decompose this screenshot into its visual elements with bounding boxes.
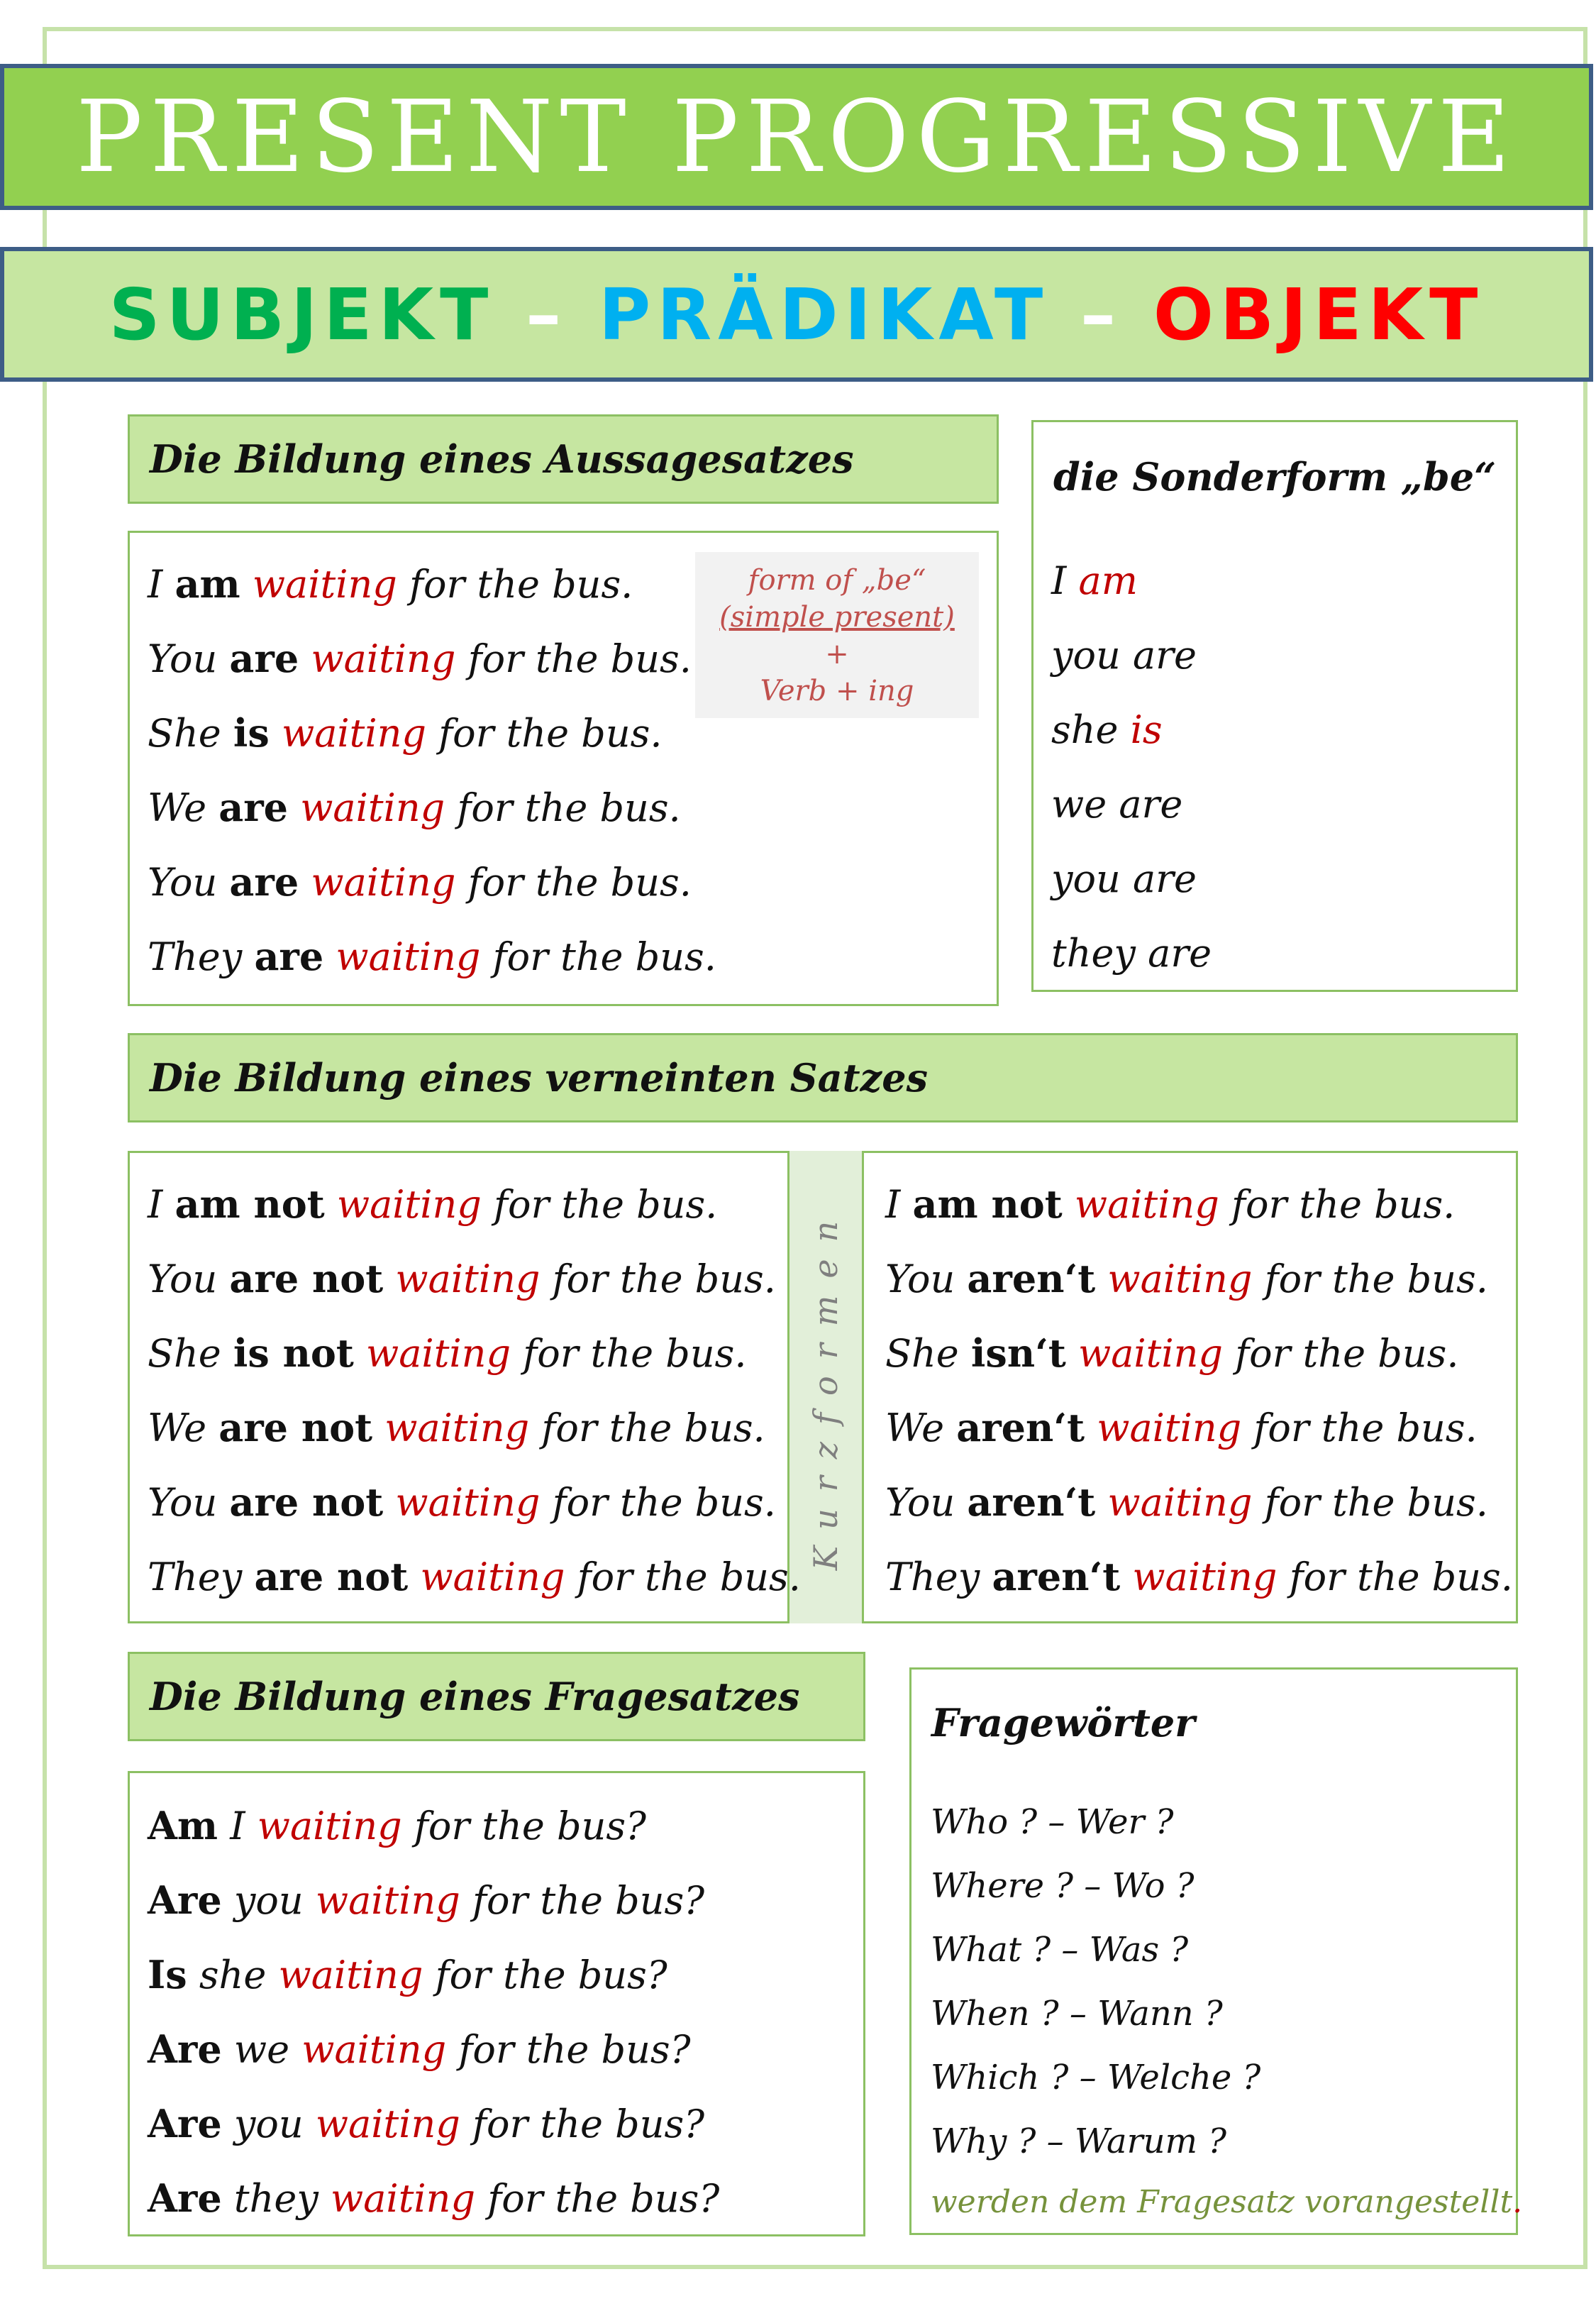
subject: I — [230, 1804, 245, 1848]
sentence-rest: for the bus? — [472, 2102, 705, 2146]
title-banner — [0, 64, 1593, 210]
question-word: Where ? – Wo ? — [931, 1866, 1195, 1906]
subject: She — [148, 711, 221, 756]
sentence-rest: for the bus. — [1231, 1182, 1456, 1227]
auxiliary-verb: is not — [233, 1330, 354, 1376]
sentence-rest: for the bus. — [1289, 1555, 1513, 1599]
main-verb-ing: waiting — [301, 2027, 447, 2072]
be-form: is — [1130, 707, 1163, 752]
sentence-line — [148, 1952, 667, 1997]
subject: You — [148, 636, 218, 681]
sentence-line — [148, 2026, 691, 2072]
auxiliary-verb: are — [229, 636, 299, 681]
sentence-rest: for the bus. — [467, 636, 692, 681]
page-title: PRESENT PROGRESSIVE — [75, 79, 1518, 195]
subject: You — [885, 1480, 955, 1525]
subject: you — [233, 2102, 304, 2146]
main-verb-ing: waiting — [282, 711, 427, 756]
auxiliary-verb: Are — [148, 1877, 222, 1923]
main-verb-ing: waiting — [331, 2176, 476, 2221]
sentence-rest: for the bus? — [487, 2176, 720, 2221]
dash-1: – — [526, 272, 568, 356]
sentence-rest: for the bus. — [523, 1331, 747, 1376]
auxiliary-verb: Am — [148, 1803, 218, 1848]
be-form: are — [1119, 782, 1183, 827]
main-verb-ing: waiting — [1107, 1257, 1253, 1301]
auxiliary-verb: aren‘t — [992, 1554, 1121, 1599]
main-verb-ing: waiting — [336, 1182, 482, 1227]
main-verb-ing: waiting — [420, 1555, 565, 1599]
be-form: am — [1078, 558, 1138, 603]
sentence-rest: for the bus. — [467, 860, 692, 905]
main-verb-ing: waiting — [366, 1331, 511, 1376]
question-word: Which ? – Welche ? — [931, 2058, 1261, 2097]
sonderform-box — [1031, 420, 1518, 992]
auxiliary-verb: am not — [174, 1181, 325, 1227]
pronoun: she — [1051, 707, 1119, 752]
sonderform-row — [1051, 707, 1163, 752]
subjekt-label: SUBJEKT — [109, 272, 495, 356]
auxiliary-verb: Are — [148, 2175, 222, 2221]
sentence-rest: for the bus? — [414, 1804, 647, 1848]
subject: she — [199, 1953, 267, 1997]
question-word: When ? – Wann ? — [931, 1994, 1223, 2034]
subject: I — [148, 562, 163, 607]
subject: We — [148, 785, 207, 830]
subject: I — [885, 1182, 901, 1227]
sonderform-row — [1051, 931, 1212, 976]
be-form: are — [1148, 931, 1212, 976]
main-verb-ing: waiting — [311, 636, 456, 681]
auxiliary-verb: is — [233, 710, 270, 756]
verneint-heading: Die Bildung eines verneinten Satzes — [150, 1055, 928, 1100]
main-verb-ing: waiting — [1097, 1406, 1242, 1450]
sentence-line — [885, 1479, 1488, 1525]
auxiliary-verb: are — [218, 785, 289, 830]
subject: you — [233, 1878, 304, 1923]
main-verb-ing: waiting — [1107, 1480, 1253, 1525]
sentence-rest: for the bus? — [435, 1953, 667, 1997]
sentence-rest: for the bus. — [438, 711, 663, 756]
sentence-rest: for the bus. — [1264, 1257, 1488, 1301]
sentence-line — [885, 1330, 1459, 1376]
sentence-line — [148, 636, 692, 681]
fragewoerter-note — [931, 2184, 1522, 2220]
sentence-line — [148, 1256, 776, 1301]
aussage-heading: Die Bildung eines Aussagesatzes — [150, 436, 854, 482]
sentence-rest: for the bus. — [1264, 1480, 1488, 1525]
auxiliary-verb: are — [254, 934, 324, 979]
be-form: are — [1132, 856, 1197, 901]
sentence-line — [148, 561, 633, 607]
main-verb-ing: waiting — [395, 1257, 541, 1301]
auxiliary-verb: Is — [148, 1952, 187, 1997]
main-verb-ing: waiting — [395, 1480, 541, 1525]
question-word: Why ? – Warum ? — [931, 2122, 1227, 2161]
sentence-line — [148, 2175, 720, 2221]
main-verb-ing: waiting — [336, 934, 481, 979]
sentence-line — [148, 1803, 647, 1848]
verneint-heading-box — [128, 1033, 1518, 1122]
auxiliary-verb: are not — [254, 1554, 409, 1599]
praedikat-label: PRÄDIKAT — [598, 272, 1050, 356]
sentence-line — [885, 1554, 1513, 1599]
question-word: Who ? – Wer ? — [931, 1802, 1174, 1842]
note-line-1: form of „be“ — [748, 564, 926, 597]
be-form: are — [1132, 633, 1197, 678]
sonderform-row — [1051, 558, 1138, 603]
pronoun: they — [1051, 931, 1136, 976]
subject: We — [885, 1406, 945, 1450]
sentence-rest: for the bus. — [492, 934, 716, 979]
frage-heading-box — [128, 1652, 865, 1741]
subject: They — [148, 1555, 243, 1599]
sonderform-row — [1051, 633, 1197, 678]
main-verb-ing: waiting — [252, 562, 397, 607]
main-verb-ing: waiting — [311, 860, 456, 905]
note-line-3: + — [825, 638, 849, 671]
note-line-2: (simple present) — [719, 601, 955, 634]
sentence-rest: for the bus. — [457, 785, 681, 830]
kurzformen-strip — [787, 1151, 864, 1623]
sentence-rest: for the bus. — [494, 1182, 718, 1227]
question-word: What ? – Was ? — [931, 1930, 1189, 1970]
subject: She — [148, 1331, 221, 1376]
main-verb-ing: waiting — [1132, 1555, 1278, 1599]
subject: You — [148, 1480, 218, 1525]
pronoun: you — [1051, 633, 1121, 678]
sentence-rest: for the bus? — [458, 2027, 691, 2072]
main-verb-ing: waiting — [278, 1953, 423, 1997]
fragewoerter-heading: Fragewörter — [931, 1700, 1195, 1745]
sonderform-heading: die Sonderform „be“ — [1053, 454, 1497, 500]
sonderform-row — [1051, 782, 1183, 827]
objekt-label: OBJEKT — [1153, 272, 1485, 356]
sentence-line — [148, 710, 663, 756]
sentence-line — [148, 785, 681, 830]
sentence-rest: for the bus. — [552, 1257, 776, 1301]
auxiliary-verb: aren‘t — [967, 1479, 1096, 1525]
main-verb-ing: waiting — [1074, 1182, 1219, 1227]
main-verb-ing: waiting — [315, 2102, 460, 2146]
structure-banner — [0, 247, 1593, 382]
auxiliary-verb: am — [174, 561, 240, 607]
sentence-line — [148, 1405, 765, 1450]
sentence-line — [148, 859, 692, 905]
sentence-rest: for the bus. — [552, 1480, 776, 1525]
sentence-line — [148, 1554, 801, 1599]
fragewoerter-note-text: werden dem Fragesatz vorangestellt — [931, 2184, 1513, 2220]
auxiliary-verb: are not — [229, 1256, 384, 1301]
main-verb-ing: waiting — [257, 1804, 402, 1848]
formula-note — [695, 552, 979, 718]
sentence-rest: for the bus. — [577, 1555, 801, 1599]
sentence-line — [148, 2101, 705, 2146]
sentence-line — [148, 1181, 718, 1227]
main-verb-ing: waiting — [384, 1406, 530, 1450]
sentence-rest: for the bus. — [409, 562, 633, 607]
auxiliary-verb: am not — [912, 1181, 1063, 1227]
auxiliary-verb: Are — [148, 2026, 222, 2072]
note-line-4: Verb + ing — [760, 675, 914, 707]
pronoun: I — [1051, 558, 1067, 603]
main-verb-ing: waiting — [1078, 1331, 1224, 1376]
subject: I — [148, 1182, 163, 1227]
sentence-rest: for the bus. — [1253, 1406, 1478, 1450]
auxiliary-verb: are — [229, 859, 299, 905]
auxiliary-verb: are not — [229, 1479, 384, 1525]
dash-2: – — [1080, 272, 1123, 356]
kurzformen-label: Kurzformen — [807, 1203, 845, 1571]
pronoun: we — [1051, 782, 1107, 827]
fragewoerter-note-period: . — [1512, 2184, 1523, 2220]
sentence-line — [148, 1877, 705, 1923]
sentence-line — [148, 1330, 747, 1376]
subject: You — [148, 860, 218, 905]
sentence-line — [885, 1181, 1456, 1227]
auxiliary-verb: isn‘t — [970, 1330, 1066, 1376]
subject: You — [885, 1257, 955, 1301]
subject: They — [885, 1555, 980, 1599]
sentence-line — [885, 1256, 1488, 1301]
sentence-line — [148, 934, 716, 979]
subject: They — [148, 934, 243, 979]
sonderform-row — [1051, 856, 1197, 901]
auxiliary-verb: Are — [148, 2101, 222, 2146]
structure-line — [109, 273, 1485, 356]
aussage-heading-box — [128, 414, 999, 504]
main-verb-ing: waiting — [315, 1878, 460, 1923]
pronoun: you — [1051, 856, 1121, 901]
auxiliary-verb: aren‘t — [956, 1405, 1085, 1450]
subject: we — [233, 2027, 290, 2072]
subject: they — [233, 2176, 318, 2221]
sentence-rest: for the bus. — [541, 1406, 765, 1450]
main-verb-ing: waiting — [300, 785, 445, 830]
sentence-rest: for the bus. — [1235, 1331, 1459, 1376]
subject: You — [148, 1257, 218, 1301]
sentence-line — [885, 1405, 1478, 1450]
frage-heading: Die Bildung eines Fragesatzes — [150, 1674, 800, 1719]
sentence-line — [148, 1479, 776, 1525]
subject: She — [885, 1331, 959, 1376]
subject: We — [148, 1406, 207, 1450]
sentence-rest: for the bus? — [472, 1878, 705, 1923]
auxiliary-verb: aren‘t — [967, 1256, 1096, 1301]
auxiliary-verb: are not — [218, 1405, 373, 1450]
